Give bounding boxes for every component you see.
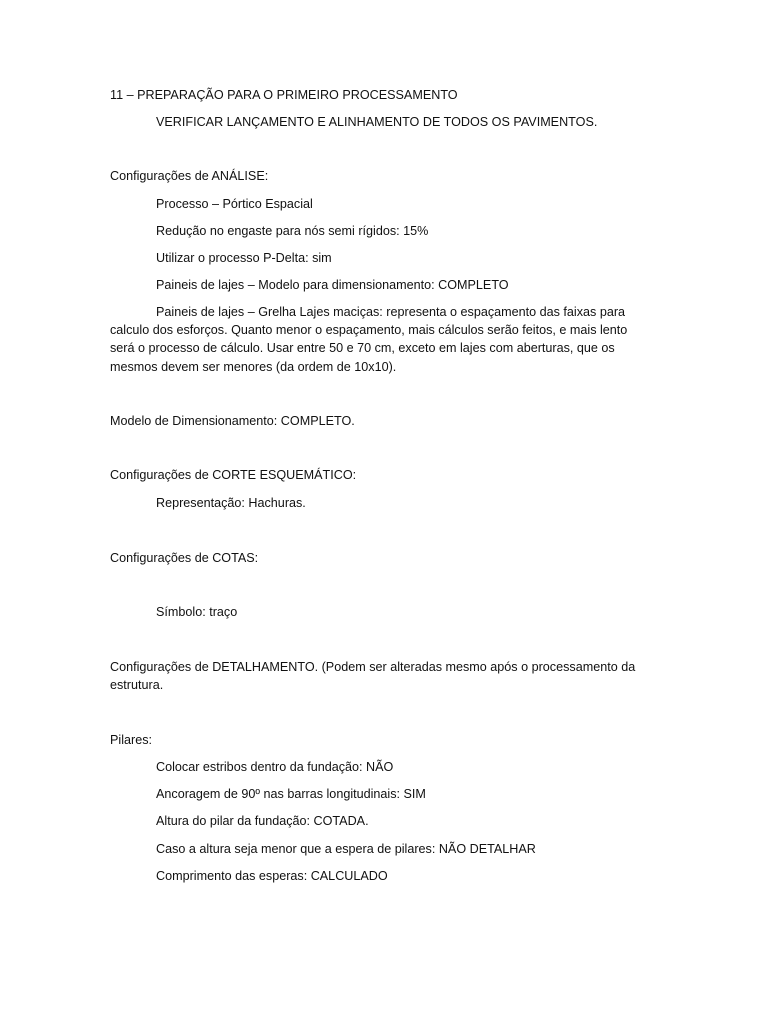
analise-processo: Processo – Pórtico Espacial (156, 197, 313, 211)
modelo-dimensionamento: Modelo de Dimensionamento: COMPLETO. (110, 414, 355, 428)
analise-reducao: Redução no engaste para nós semi rígidos: 15% (156, 224, 429, 238)
pilares-item: Comprimento das esperas: CALCULADO (156, 869, 388, 883)
cotas-simbolo: Símbolo: traço (156, 605, 238, 619)
detalhamento-heading-line1: Configurações de DETALHAMENTO. (Podem ser alteradas mesmo após o processamento da (110, 660, 636, 674)
pilares-item: Ancoragem de 90º nas barras longitudinais: SIM (156, 787, 426, 801)
pilares-item: Colocar estribos dentro da fundação: NÃO (156, 760, 394, 774)
analise-pdelta: Utilizar o processo P-Delta: sim (156, 251, 332, 265)
pilares-item: Caso a altura seja menor que a espera de pilares: NÃO DETALHAR (156, 842, 536, 856)
analise-modelo-lajes: Paineis de lajes – Modelo para dimensionamento: COMPLETO (156, 278, 509, 292)
verify-instruction: VERIFICAR LANÇAMENTO E ALINHAMENTO DE TODOS OS PAVIMENTOS. (156, 115, 598, 129)
analise-grelha-paragraph: Paineis de lajes – Grelha Lajes maciças: representa o espaçamento das faixas para calculo dos esforços. Quanto menor o espaçamento, mais cálculos serão feitos, e mais lento será o processo de cálculo. Usar entre 50 e 70 cm, exceto em lajes com aberturas, que os mesmos devem ser menores (da ordem de 10x10). (110, 305, 628, 374)
detalhamento-heading-line2: estrutura. (110, 678, 164, 692)
analise-heading: Configurações de ANÁLISE: (110, 169, 269, 183)
corte-heading: Configurações de CORTE ESQUEMÁTICO: (110, 468, 357, 482)
section-title: 11 – PREPARAÇÃO PARA O PRIMEIRO PROCESSAMENTO (110, 88, 458, 102)
cotas-heading: Configurações de COTAS: (110, 551, 259, 565)
pilares-heading: Pilares: (110, 733, 152, 747)
pilares-item: Altura do pilar da fundação: COTADA. (156, 814, 369, 828)
corte-representacao: Representação: Hachuras. (156, 496, 306, 510)
